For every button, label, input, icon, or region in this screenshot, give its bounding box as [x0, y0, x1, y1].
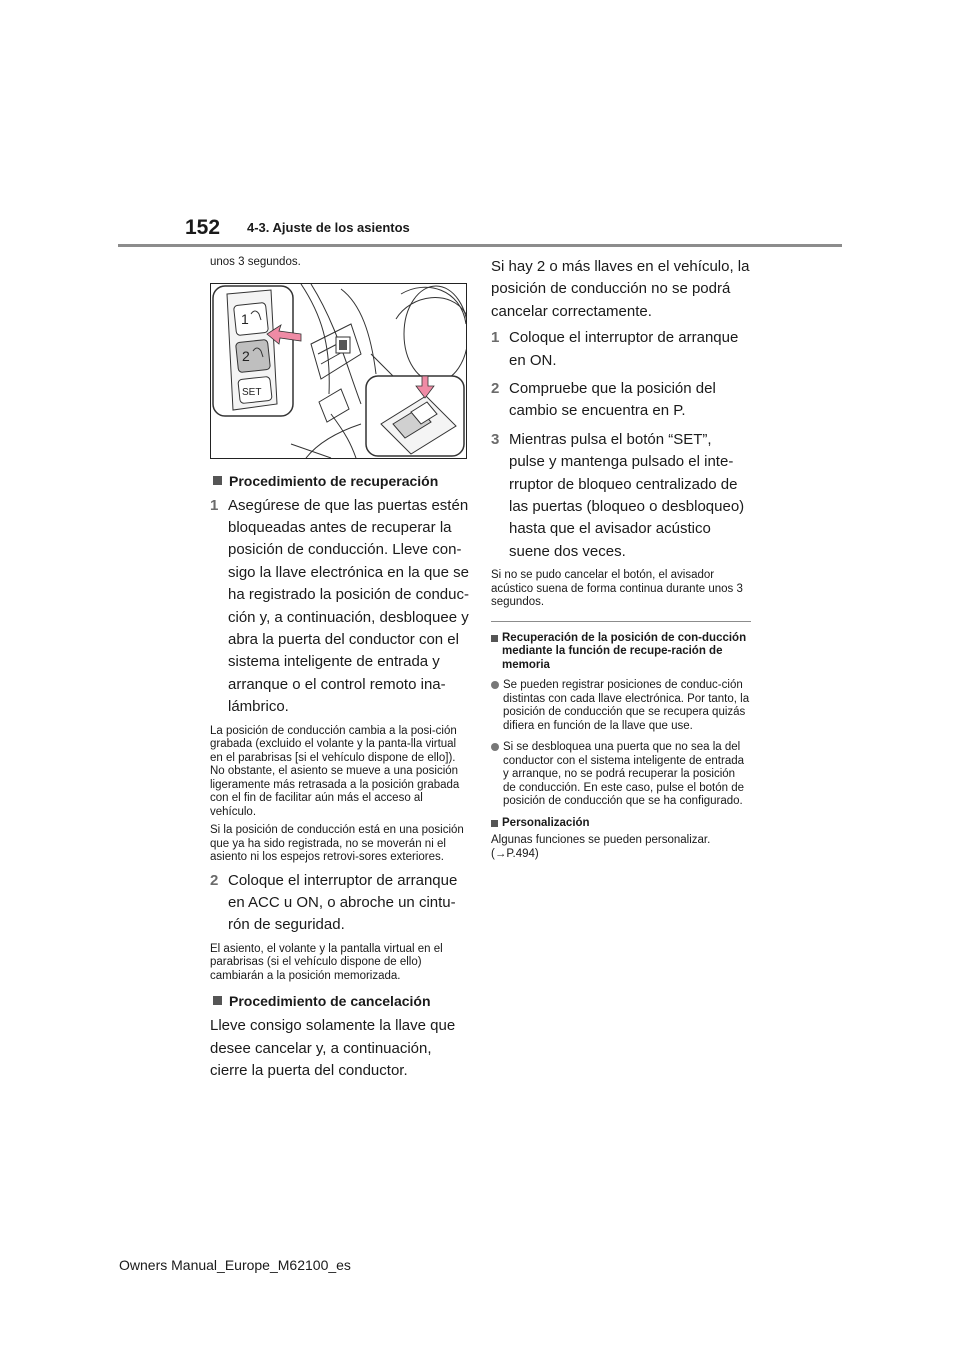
bullet-text: Si se desbloquea una puerta que no sea la del conductor con el sistema inteligente de entrada y arranque, no se podrá recuperar la posición de conducción. En este caso, pulse el botón de posición de conducción que se ha configurado.: [503, 741, 745, 808]
step-number: 1: [491, 329, 500, 347]
page-number: 152: [185, 216, 221, 239]
heading-recovery: [210, 471, 470, 491]
heading-recovery-text: Procedimiento de recuperación: [229, 472, 439, 489]
button-2-label: 2: [242, 347, 250, 364]
recovery-step-1: [210, 495, 470, 719]
cancel-note: Si no se pudo cancelar el botón, el avisador acústico suena de forma continua durante unos 3 segundos.: [491, 569, 743, 609]
memory-switch-drawing: [211, 284, 466, 458]
heading-memory-recall: [491, 632, 751, 673]
heading-cancel: [210, 991, 470, 1011]
bullet-item: [491, 679, 751, 733]
note-recovery-1: La posición de conducción cambia a la posi-ción grabada (excluido el volante y la panta-lla virtual en el parabrisas [si el vehículo dispone de ello]). No obstante, el asiento se mueve a una posición ligeramente más retrasada a la posición grabada con el fin de facilitar aún más el acceso al vehículo.: [210, 724, 460, 818]
header-rule: [118, 244, 842, 247]
cancel-paragraph: Lleve consigo solamente la llave que desee cancelar y, a continuación, cierre la puerta del conductor.: [210, 1017, 456, 1080]
note-recovery-2: Si la posición de conducción está en una posición que ya ha sido registrada, no se moverán ni el asiento ni los espejos retrovi-sores exteriores.: [210, 824, 464, 864]
heading-customization-text: Personalización: [502, 816, 590, 829]
step-number: 3: [491, 430, 500, 448]
page-reference-link[interactable]: (→P.494): [491, 847, 539, 860]
section-title: 4-3. Ajuste de los asientos: [247, 220, 410, 235]
section-divider: [491, 621, 751, 622]
heading-square-icon: [491, 635, 498, 642]
heading-cancel-text: Procedimiento de cancelación: [229, 993, 431, 1010]
button-1-label: 1: [241, 310, 249, 327]
step-text: Coloque el interruptor de arranque en ACC u ON, o abroche un cintu-rón de seguridad.: [228, 871, 458, 934]
memory-switch-illustration: [210, 283, 467, 459]
step-text: Coloque el interruptor de arranque en ON.: [509, 329, 739, 369]
step-text: Mientras pulsa el botón “SET”, pulse y mantenga pulsado el inte-rruptor de bloqueo centralizado de las puertas (bloqueo o desbloqueo) hasta que el avisador acústico suene dos veces.: [509, 430, 745, 560]
set-button-label: SET: [242, 386, 262, 398]
heading-memory-recall-text: Recuperación de la posición de con-ducción mediante la función de recupe-ración de memoria: [502, 631, 747, 671]
intro-text: unos 3 segundos.: [210, 256, 301, 268]
customization-text: Algunas funciones se pueden personalizar.: [491, 834, 711, 847]
step-number: 2: [491, 380, 500, 398]
step-number: 1: [210, 496, 219, 514]
cancel-step-3: [491, 429, 751, 563]
cancel-step-2: [491, 378, 751, 423]
step-text: Asegúrese de que las puertas estén bloqueadas antes de recuperar la posición de conducción. Lleve con-sigo la llave electrónica en la que se ha registrado la posición de conduc-ción y, a continuación, desbloquee y abra la puerta del conductor con el sistema inteligente de entrada y arranque o el control remoto ina-lámbrico.: [228, 496, 469, 716]
heading-square-icon: [213, 996, 222, 1005]
heading-square-icon: [491, 820, 498, 827]
heading-customization: [491, 817, 751, 831]
left-column: [210, 256, 470, 1083]
heading-square-icon: [213, 476, 222, 485]
step-number: 2: [210, 871, 219, 889]
bullet-item: [491, 741, 751, 809]
note-recovery-3: El asiento, el volante y la pantalla virtual en el parabrisas (si el vehículo dispone de ello) cambiarán a la posición memorizada.: [210, 942, 443, 982]
bullet-dot-icon: [491, 743, 499, 751]
cancel-step-1: [491, 327, 751, 372]
multiple-keys-paragraph: Si hay 2 o más llaves en el vehículo, la posición de conducción no se podrá cancelar correctamente.: [491, 258, 750, 320]
right-column: [491, 256, 751, 866]
step-text: Compruebe que la posición del cambio se encuentra en P.: [509, 380, 716, 420]
footer-text: Owners Manual_Europe_M62100_es: [119, 1257, 351, 1273]
recovery-step-2: [210, 870, 470, 937]
bullet-text: Se pueden registrar posiciones de conduc-ción distintas con cada llave electrónica. Por tanto, la posición de conducción que se recupera quizás difiera en función de la llave que use.: [503, 679, 750, 732]
bullet-dot-icon: [491, 681, 499, 689]
